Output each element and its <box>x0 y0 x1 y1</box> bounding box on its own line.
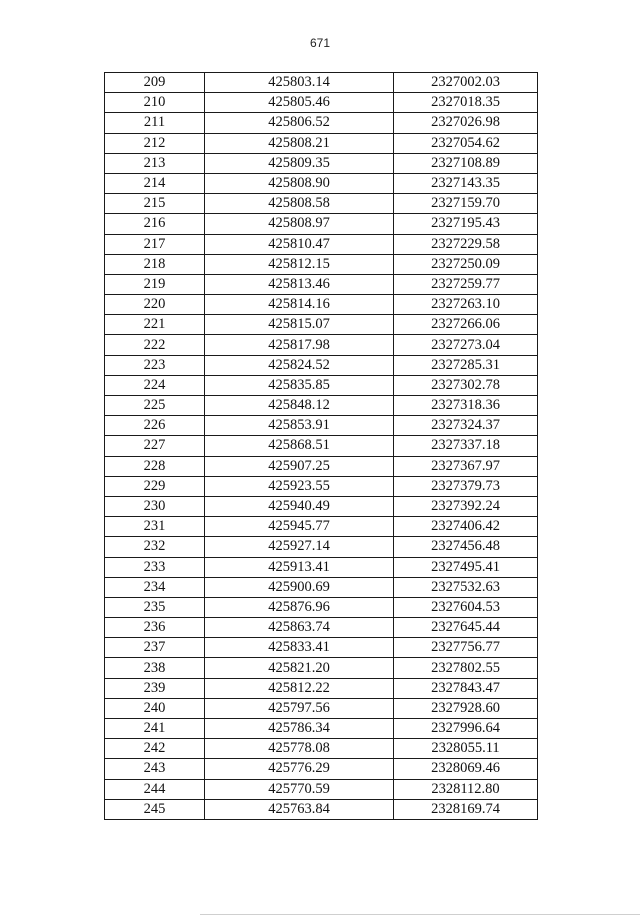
y-coordinate-cell: 2327263.10 <box>394 295 538 315</box>
table-row <box>105 759 538 779</box>
x-coordinate-cell: 425763.84 <box>205 799 394 819</box>
x-coordinate-cell: 425776.29 <box>205 759 394 779</box>
coordinates-table-body <box>105 73 538 820</box>
point-number-cell: 209 <box>105 73 205 93</box>
table-row <box>105 396 538 416</box>
table-row <box>105 254 538 274</box>
x-coordinate-cell: 425808.21 <box>205 133 394 153</box>
table-row <box>105 113 538 133</box>
y-coordinate-cell: 2328055.11 <box>394 739 538 759</box>
point-number-cell: 222 <box>105 335 205 355</box>
y-coordinate-cell: 2327195.43 <box>394 214 538 234</box>
x-coordinate-cell: 425907.25 <box>205 456 394 476</box>
point-number-cell: 225 <box>105 396 205 416</box>
x-coordinate-cell: 425817.98 <box>205 335 394 355</box>
table-row <box>105 295 538 315</box>
point-number-cell: 243 <box>105 759 205 779</box>
page-number: 671 <box>309 36 331 50</box>
x-coordinate-cell: 425863.74 <box>205 618 394 638</box>
x-coordinate-cell: 425868.51 <box>205 436 394 456</box>
x-coordinate-cell: 425812.22 <box>205 678 394 698</box>
y-coordinate-cell: 2327337.18 <box>394 436 538 456</box>
x-coordinate-cell: 425770.59 <box>205 779 394 799</box>
x-coordinate-cell: 425900.69 <box>205 577 394 597</box>
point-number-cell: 245 <box>105 799 205 819</box>
y-coordinate-cell: 2327054.62 <box>394 133 538 153</box>
x-coordinate-cell: 425821.20 <box>205 658 394 678</box>
x-coordinate-cell: 425808.58 <box>205 194 394 214</box>
table-row <box>105 557 538 577</box>
x-coordinate-cell: 425848.12 <box>205 396 394 416</box>
y-coordinate-cell: 2327250.09 <box>394 254 538 274</box>
x-coordinate-cell: 425805.46 <box>205 93 394 113</box>
x-coordinate-cell: 425814.16 <box>205 295 394 315</box>
y-coordinate-cell: 2327318.36 <box>394 396 538 416</box>
point-number-cell: 235 <box>105 597 205 617</box>
table-row <box>105 799 538 819</box>
point-number-cell: 229 <box>105 476 205 496</box>
y-coordinate-cell: 2327756.77 <box>394 638 538 658</box>
point-number-cell: 226 <box>105 416 205 436</box>
point-number-cell: 210 <box>105 93 205 113</box>
table-row <box>105 173 538 193</box>
table-row <box>105 678 538 698</box>
point-number-cell: 212 <box>105 133 205 153</box>
table-row <box>105 416 538 436</box>
y-coordinate-cell: 2327266.06 <box>394 315 538 335</box>
point-number-cell: 213 <box>105 153 205 173</box>
x-coordinate-cell: 425813.46 <box>205 274 394 294</box>
point-number-cell: 219 <box>105 274 205 294</box>
y-coordinate-cell: 2327159.70 <box>394 194 538 214</box>
point-number-cell: 234 <box>105 577 205 597</box>
x-coordinate-cell: 425945.77 <box>205 517 394 537</box>
point-number-cell: 242 <box>105 739 205 759</box>
x-coordinate-cell: 425786.34 <box>205 719 394 739</box>
y-coordinate-cell: 2328069.46 <box>394 759 538 779</box>
table-row <box>105 274 538 294</box>
coordinates-table-container <box>104 72 537 820</box>
point-number-cell: 230 <box>105 496 205 516</box>
table-row <box>105 194 538 214</box>
point-number-cell: 244 <box>105 779 205 799</box>
point-number-cell: 217 <box>105 234 205 254</box>
table-row <box>105 638 538 658</box>
point-number-cell: 221 <box>105 315 205 335</box>
x-coordinate-cell: 425913.41 <box>205 557 394 577</box>
y-coordinate-cell: 2327843.47 <box>394 678 538 698</box>
x-coordinate-cell: 425927.14 <box>205 537 394 557</box>
y-coordinate-cell: 2327229.58 <box>394 234 538 254</box>
table-row <box>105 133 538 153</box>
y-coordinate-cell: 2327604.53 <box>394 597 538 617</box>
x-coordinate-cell: 425803.14 <box>205 73 394 93</box>
x-coordinate-cell: 425833.41 <box>205 638 394 658</box>
y-coordinate-cell: 2328112.80 <box>394 779 538 799</box>
table-row <box>105 73 538 93</box>
x-coordinate-cell: 425808.97 <box>205 214 394 234</box>
point-number-cell: 238 <box>105 658 205 678</box>
y-coordinate-cell: 2327324.37 <box>394 416 538 436</box>
table-row <box>105 618 538 638</box>
y-coordinate-cell: 2327273.04 <box>394 335 538 355</box>
point-number-cell: 214 <box>105 173 205 193</box>
table-row <box>105 355 538 375</box>
point-number-cell: 231 <box>105 517 205 537</box>
x-coordinate-cell: 425797.56 <box>205 698 394 718</box>
table-row <box>105 658 538 678</box>
x-coordinate-cell: 425810.47 <box>205 234 394 254</box>
x-coordinate-cell: 425876.96 <box>205 597 394 617</box>
table-row <box>105 779 538 799</box>
y-coordinate-cell: 2328169.74 <box>394 799 538 819</box>
point-number-cell: 227 <box>105 436 205 456</box>
table-row <box>105 476 538 496</box>
y-coordinate-cell: 2327495.41 <box>394 557 538 577</box>
point-number-cell: 218 <box>105 254 205 274</box>
y-coordinate-cell: 2327367.97 <box>394 456 538 476</box>
point-number-cell: 216 <box>105 214 205 234</box>
table-row <box>105 234 538 254</box>
point-number-cell: 220 <box>105 295 205 315</box>
point-number-cell: 240 <box>105 698 205 718</box>
y-coordinate-cell: 2327302.78 <box>394 375 538 395</box>
table-row <box>105 214 538 234</box>
point-number-cell: 241 <box>105 719 205 739</box>
y-coordinate-cell: 2327392.24 <box>394 496 538 516</box>
point-number-cell: 239 <box>105 678 205 698</box>
table-row <box>105 517 538 537</box>
point-number-cell: 236 <box>105 618 205 638</box>
y-coordinate-cell: 2327002.03 <box>394 73 538 93</box>
point-number-cell: 223 <box>105 355 205 375</box>
y-coordinate-cell: 2327532.63 <box>394 577 538 597</box>
y-coordinate-cell: 2327802.55 <box>394 658 538 678</box>
x-coordinate-cell: 425853.91 <box>205 416 394 436</box>
coordinates-table <box>104 72 538 820</box>
table-row <box>105 597 538 617</box>
y-coordinate-cell: 2327143.35 <box>394 173 538 193</box>
table-row <box>105 698 538 718</box>
table-row <box>105 496 538 516</box>
y-coordinate-cell: 2327285.31 <box>394 355 538 375</box>
page-bottom-rule <box>200 914 640 915</box>
table-row <box>105 436 538 456</box>
x-coordinate-cell: 425808.90 <box>205 173 394 193</box>
table-row <box>105 537 538 557</box>
point-number-cell: 232 <box>105 537 205 557</box>
x-coordinate-cell: 425940.49 <box>205 496 394 516</box>
y-coordinate-cell: 2327259.77 <box>394 274 538 294</box>
point-number-cell: 228 <box>105 456 205 476</box>
x-coordinate-cell: 425835.85 <box>205 375 394 395</box>
x-coordinate-cell: 425778.08 <box>205 739 394 759</box>
table-row <box>105 315 538 335</box>
table-row <box>105 739 538 759</box>
y-coordinate-cell: 2327996.64 <box>394 719 538 739</box>
x-coordinate-cell: 425812.15 <box>205 254 394 274</box>
table-row <box>105 577 538 597</box>
table-row <box>105 153 538 173</box>
table-row <box>105 719 538 739</box>
point-number-cell: 237 <box>105 638 205 658</box>
y-coordinate-cell: 2327645.44 <box>394 618 538 638</box>
y-coordinate-cell: 2327018.35 <box>394 93 538 113</box>
y-coordinate-cell: 2327379.73 <box>394 476 538 496</box>
table-row <box>105 335 538 355</box>
x-coordinate-cell: 425923.55 <box>205 476 394 496</box>
point-number-cell: 233 <box>105 557 205 577</box>
y-coordinate-cell: 2327456.48 <box>394 537 538 557</box>
table-row <box>105 375 538 395</box>
y-coordinate-cell: 2327406.42 <box>394 517 538 537</box>
point-number-cell: 215 <box>105 194 205 214</box>
x-coordinate-cell: 425806.52 <box>205 113 394 133</box>
table-row <box>105 456 538 476</box>
x-coordinate-cell: 425809.35 <box>205 153 394 173</box>
x-coordinate-cell: 425824.52 <box>205 355 394 375</box>
point-number-cell: 211 <box>105 113 205 133</box>
y-coordinate-cell: 2327928.60 <box>394 698 538 718</box>
table-row <box>105 93 538 113</box>
y-coordinate-cell: 2327026.98 <box>394 113 538 133</box>
y-coordinate-cell: 2327108.89 <box>394 153 538 173</box>
point-number-cell: 224 <box>105 375 205 395</box>
x-coordinate-cell: 425815.07 <box>205 315 394 335</box>
